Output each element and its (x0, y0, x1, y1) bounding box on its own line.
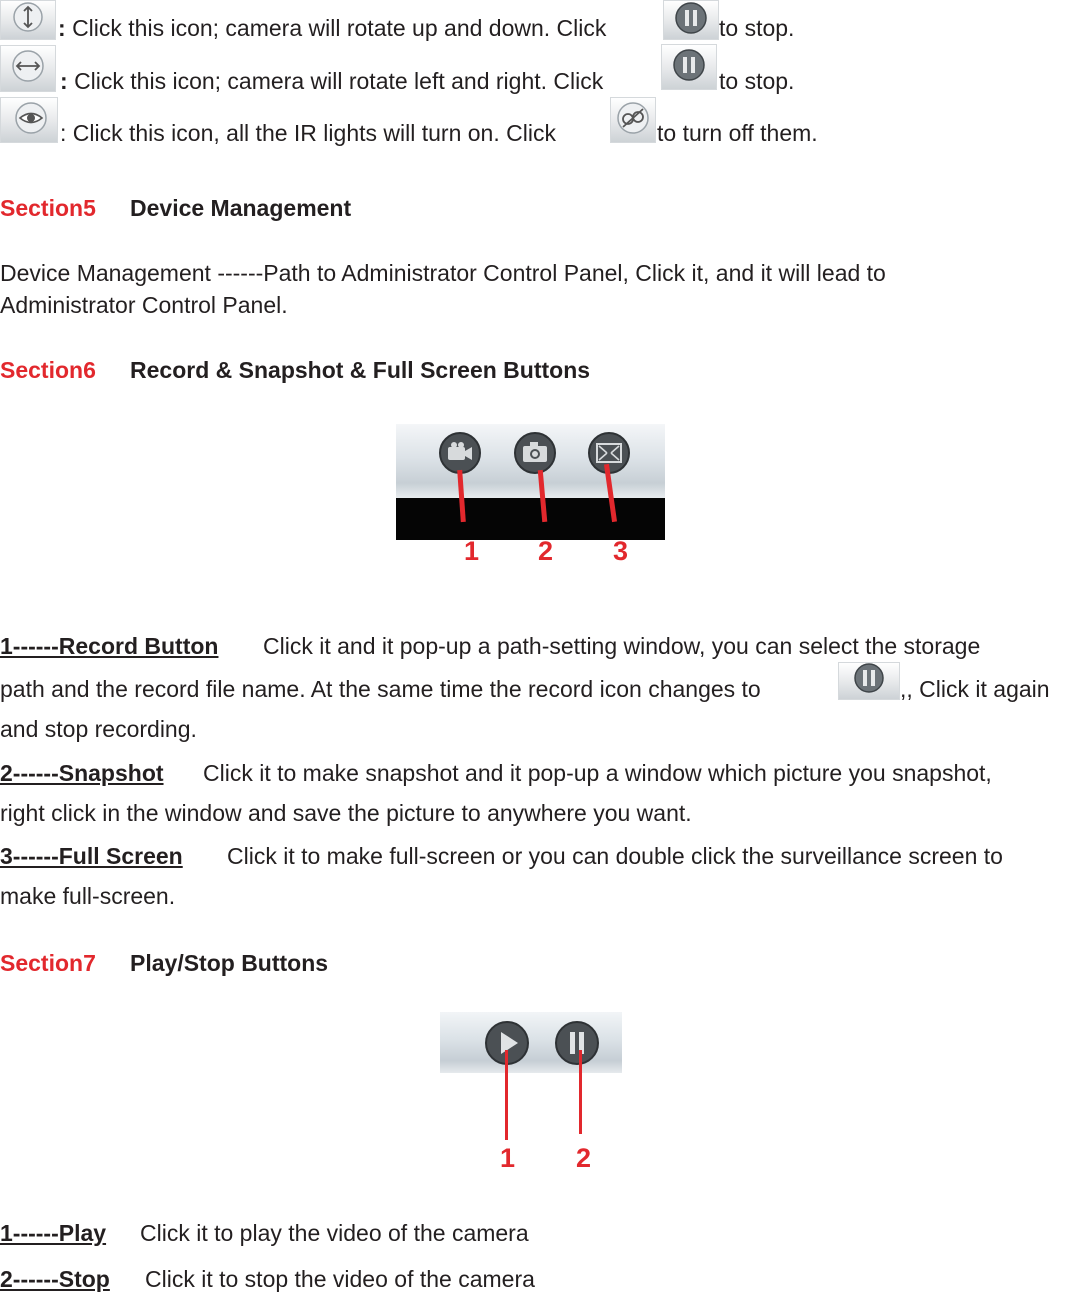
figure1-number-2: 2 (538, 536, 554, 566)
figure1-number-1: 1 (464, 536, 480, 566)
section5-label: Section5 (0, 195, 96, 221)
pause-icon[interactable] (661, 44, 717, 90)
toolbar-dark-strip (396, 498, 665, 540)
full-screen-term: 3------Full Screen (0, 843, 183, 869)
section5-paragraph-line-2: Administrator Control Panel. (0, 292, 288, 318)
stop-icon[interactable] (552, 1018, 602, 1074)
record-button-line-2b: ,, Click it again (900, 676, 1050, 702)
ptz-line-1-tail: to stop. (719, 15, 795, 41)
record-button-desc: Click it and it pop-up a path-setting window, you can select the storage (263, 633, 981, 659)
figure1-number-3: 3 (613, 536, 629, 566)
play-stop-toolbar (440, 1012, 622, 1073)
play-desc: Click it to play the video of the camera (140, 1220, 529, 1246)
eye-icon[interactable] (0, 97, 58, 143)
section6-label: Section6 (0, 357, 96, 383)
stop-desc: Click it to stop the video of the camera (145, 1266, 535, 1292)
ptz-line-2-tail: to stop. (719, 68, 795, 94)
section6-title: Record & Snapshot & Full Screen Buttons (130, 357, 591, 383)
record-button-term: 1------Record Button (0, 633, 219, 659)
section7-label: Section7 (0, 950, 96, 976)
ptz-line-2: : Click this icon; camera will rotate left and right. Click (60, 68, 604, 94)
snapshot-icon[interactable] (511, 429, 559, 483)
record-button-line-3: and stop recording. (0, 716, 197, 742)
snapshot-term: 2------Snapshot (0, 760, 164, 786)
pause-icon[interactable] (838, 662, 900, 700)
record-button-line-2a: path and the record file name. At the same time the record icon changes to (0, 676, 761, 702)
snapshot-line-2: right click in the window and save the picture to anywhere you want. (0, 800, 692, 826)
play-term: 1------Play (0, 1220, 107, 1246)
record-snapshot-fullscreen-toolbar (396, 424, 665, 540)
section7-title: Play/Stop Buttons (130, 950, 329, 976)
up-down-arrow-icon[interactable] (0, 0, 56, 40)
stop-term: 2------Stop (0, 1266, 110, 1292)
full-screen-desc: Click it to make full-screen or you can double click the surveillance screen to (227, 843, 1003, 869)
full-screen-line-2: make full-screen. (0, 883, 176, 909)
figure2-number-2: 2 (576, 1143, 592, 1173)
figure2-number-1: 1 (500, 1143, 516, 1173)
callout-line-stop (579, 1050, 582, 1134)
ptz-line-3: : Click this icon, all the IR lights will turn on. Click (60, 120, 556, 146)
section5-paragraph-line-1: Device Management ------Path to Administrator Control Panel, Click it, and it will lead to (0, 260, 886, 286)
eye-off-icon[interactable] (610, 97, 656, 143)
ptz-line-1: : Click this icon; camera will rotate up and down. Click (58, 15, 607, 41)
section5-title: Device Management (130, 195, 352, 221)
pause-icon[interactable] (663, 0, 719, 40)
snapshot-desc: Click it to make snapshot and it pop-up a window which picture you snapshot, (203, 760, 992, 786)
ptz-line-3-tail: to turn off them. (657, 120, 818, 146)
left-right-arrow-icon[interactable] (0, 45, 56, 92)
callout-line-play (505, 1050, 508, 1140)
